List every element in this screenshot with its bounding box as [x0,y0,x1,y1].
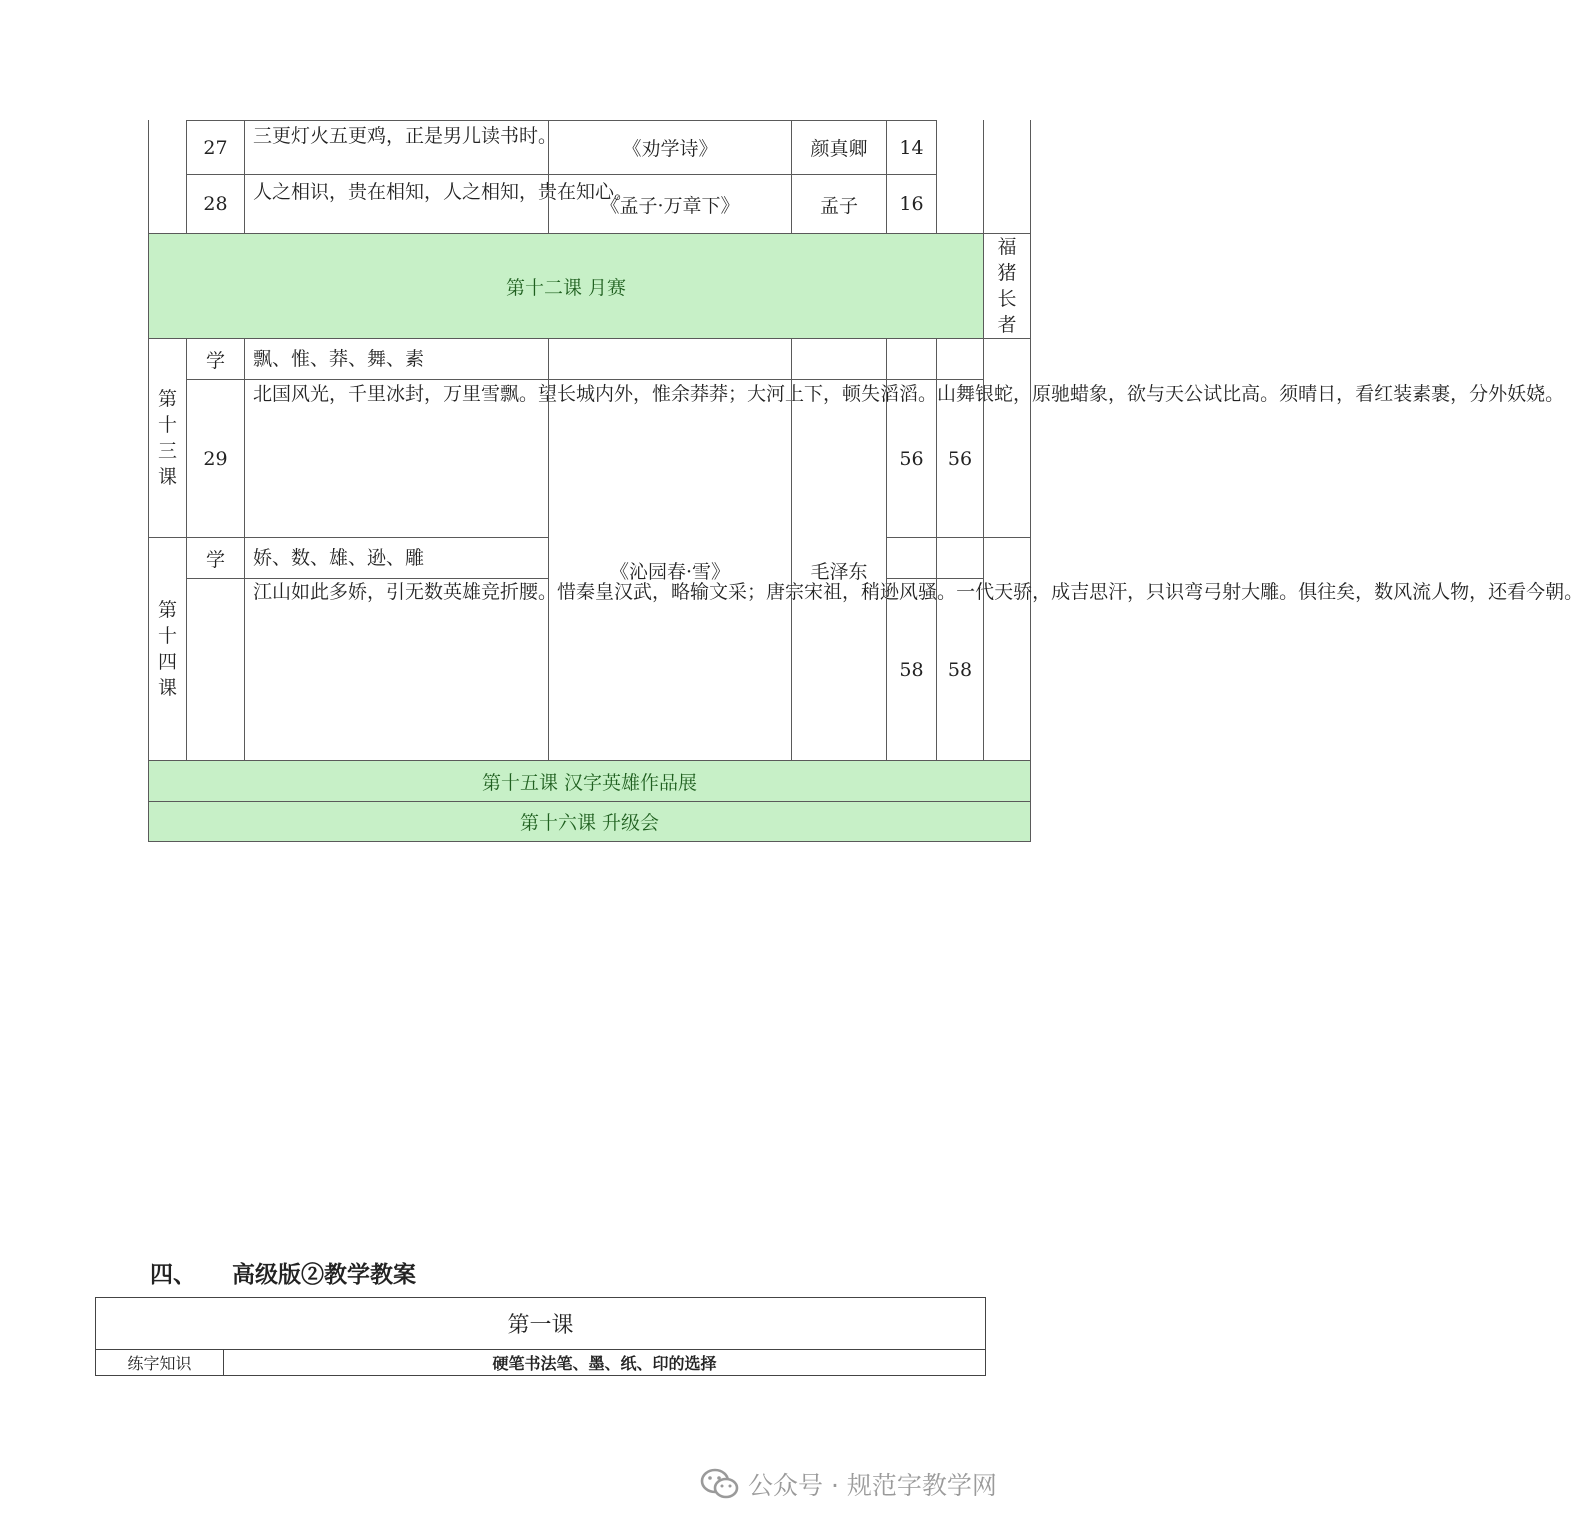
lesson-13-label [148,338,187,538]
remark-cell [983,537,1031,761]
verse-line: 人之相识，贵在相知，人之相知， [253,181,539,203]
verse-line: 腰。 [519,581,558,603]
empty-cell [548,338,792,380]
source-cell: 《孟子·万章下》 [548,174,792,234]
verse-text [244,174,634,234]
count-cell: 58 [886,578,937,761]
empty-cell [886,338,937,380]
label-char: 第 [157,388,177,410]
verse-text [244,120,558,175]
count-cell: 14 [886,120,937,175]
wechat-icon [700,1467,740,1501]
label-char: 四 [157,651,177,673]
remark-char: 者 [997,314,1017,336]
author-cell: 孟子 [791,174,887,234]
count-cell: 56 [936,379,984,538]
remark-cell [983,120,1031,234]
empty-cell [936,537,984,579]
verse-line: 试比高。 [1203,383,1280,405]
verse-line: 祖，稍逊风骚。 [823,581,957,603]
label-char: 课 [157,677,177,699]
verse-line: 惜秦皇汉武，略输文采；唐宗宋 [557,581,824,603]
watermark [700,1464,997,1504]
learn-mark: 学 [186,338,245,380]
count-cell: 16 [886,174,937,234]
remark-char: 长 [997,288,1017,310]
count-cell: 58 [936,578,984,761]
row-number: 27 [186,120,245,175]
lesson-plan-content: 硬笔书法笔、墨、纸、印的选择 [223,1349,986,1376]
author-cell: 颜真卿 [791,120,887,175]
verse-line: 江山如此多娇，引无数英雄竞折 [253,581,520,603]
verse-line: 下，顿失滔滔。 [804,383,938,405]
lesson-plan-label: 练字知识 [95,1349,224,1376]
remark-cell [983,338,1031,538]
count-merged-cell [936,120,984,234]
shared-source-cell: 《沁园春·雪》 [548,379,792,761]
lesson-16-row: 第十六课 升级会 [148,801,1031,842]
learn-mark: 学 [186,537,245,579]
label-char: 十 [157,414,177,436]
section-number: 四、 [150,1261,196,1288]
learn-chars [244,338,549,380]
label-char: 课 [157,466,177,488]
lesson-plan-title: 第一课 [95,1297,986,1350]
learn-chars-text: 飘、惟、莽、舞、素 [253,348,425,370]
learn-chars-text: 娇、数、雄、逊、雕 [253,547,425,569]
verse-line: 一代天骄，成吉思汗，只识弯弓 [956,581,1223,603]
empty-cell [791,338,887,380]
source-cell: 《劝学诗》 [548,120,792,175]
label-char: 三 [157,440,177,462]
label-char: 第 [157,599,177,621]
section-title: 高级版②教学教案 [232,1261,416,1288]
empty-cell [886,537,937,579]
count-cell: 56 [886,379,937,538]
verse-line: 贵在知心。 [538,181,634,203]
row-number [186,578,245,761]
lesson-12-row: 第十二课 月赛 [148,233,984,339]
label-char: 十 [157,625,177,647]
shared-author-cell: 毛泽东 [791,379,887,761]
verse-line: 望长城内外，惟余莽莽；大河上 [538,383,805,405]
empty-cell [936,338,984,380]
row-number: 28 [186,174,245,234]
remark-char: 福 [997,236,1017,258]
verse-line: 射大雕。 [1222,581,1299,603]
verse-line: 山舞银蛇，原驰蜡象，欲与天公 [937,383,1204,405]
lesson-14-label [148,537,187,761]
verse-line: 须晴日，看红装素裹，分外妖娆。 [1279,383,1565,405]
lesson-label-cell [148,120,187,234]
watermark-text: 公众号 · 规范字教学网 [748,1471,997,1500]
verse-line: 俱往矣，数风流人物，还看今朝。 [1298,581,1583,603]
lesson-15-row: 第十五课 汉字英雄作品展 [148,760,1031,802]
learn-chars [244,537,549,579]
verse-line: 北国风光，千里冰封，万里雪飘。 [253,383,539,405]
verse-line: 三更灯火五更鸡，正是男儿读书 [253,125,520,147]
row-number: 29 [186,379,245,538]
verse-line: 时。 [519,125,558,147]
remark-char: 猪 [997,262,1017,284]
fuzhu-remark [983,233,1031,339]
